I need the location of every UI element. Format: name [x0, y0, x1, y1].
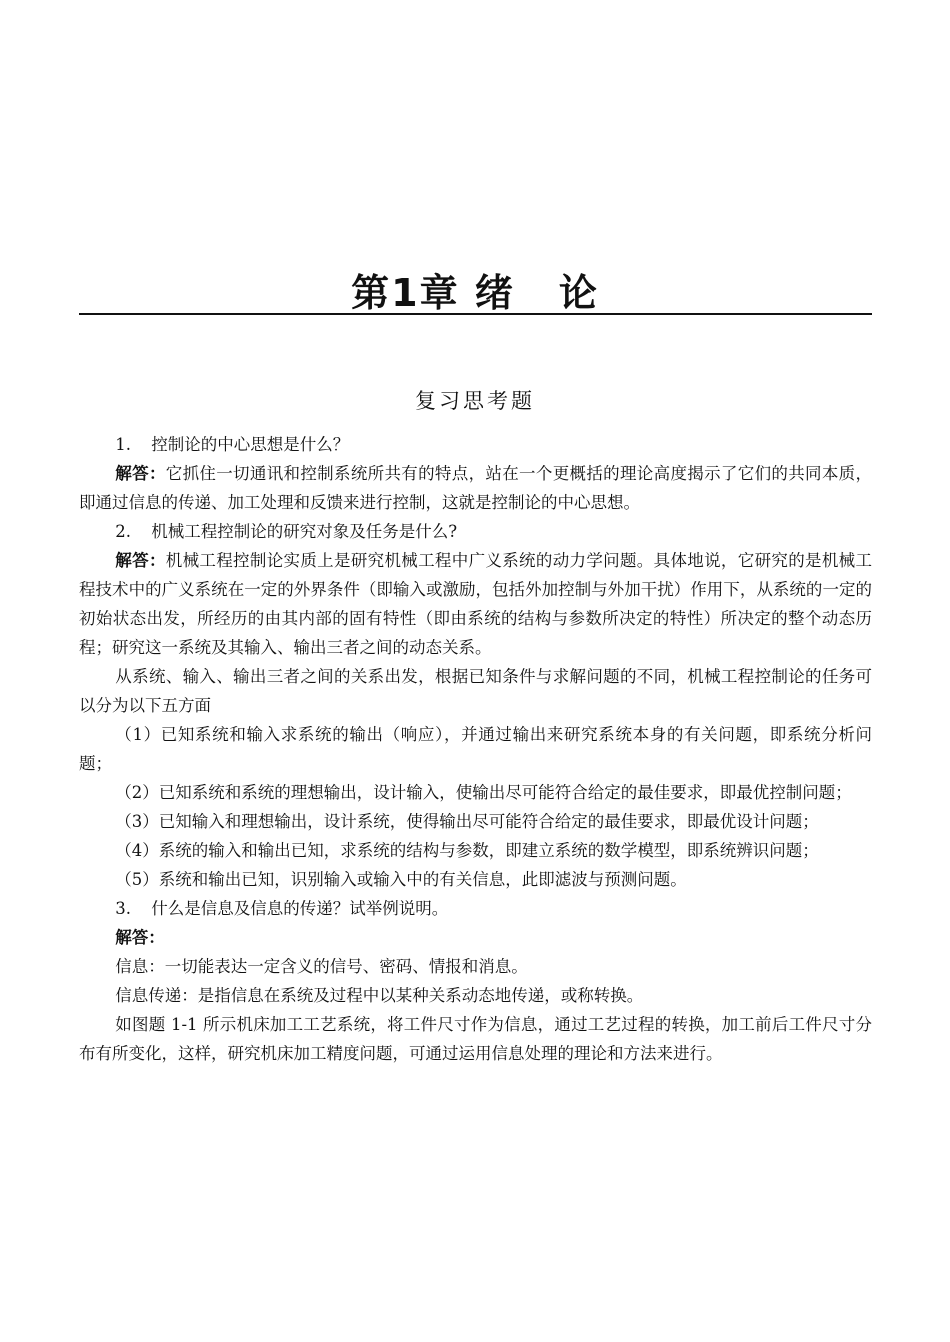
question-text: 什么是信息及信息的传递？试举例说明。	[151, 899, 449, 918]
question-2	[79, 517, 872, 546]
question-3	[79, 894, 872, 923]
answer-1	[79, 459, 872, 517]
task-item-2: （2）已知系统和系统的理想输出，设计输入，使输出尽可能符合给定的最佳要求，即最优控制问题；	[115, 783, 852, 802]
task-item-1: （1）已知系统和输入求系统的输出（响应），并通过输出来研究系统本身的有关问题，即系统分析问题；	[79, 725, 872, 773]
document-body	[79, 430, 872, 1068]
answer-label: 解答：	[115, 928, 165, 947]
answer-3-info: 信息：一切能表达一定含义的信号、密码、情报和消息。	[115, 957, 528, 976]
question-1	[79, 430, 872, 459]
answer-text: 它抓住一切通讯和控制系统所共有的特点，站在一个更概括的理论高度揭示了它们的共同本质，即通过信息的传递、加工处理和反馈来进行控制，这就是控制论的中心思想。	[79, 464, 873, 512]
answer-2	[79, 546, 872, 662]
task-item-3: （3）已知输入和理想输出，设计系统，使得输出尽可能符合给定的最佳要求，即最优设计问题；	[115, 812, 819, 831]
task-item-4: （4）系统的输入和输出已知，求系统的结构与参数，即建立系统的数学模型，即系统辨识问题；	[115, 841, 819, 860]
answer-label: 解答：	[115, 551, 166, 570]
task-item-5: （5）系统和输出已知，识别输入或输入中的有关信息，此即滤波与预测问题。	[115, 870, 687, 889]
answer-3-transfer: 信息传递：是指信息在系统及过程中以某种关系动态地传递，或称转换。	[115, 986, 644, 1005]
answer-2-intro: 从系统、输入、输出三者之间的关系出发，根据已知条件与求解问题的不同，机械工程控制论的任务可以分为以下五方面	[79, 667, 872, 715]
answer-3-example: 如图题 1-1 所示机床加工工艺系统，将工件尺寸作为信息，通过工艺过程的转换，加工前后工件尺寸分布有所变化，这样，研究机床加工精度问题，可通过运用信息处理的理论和方法来进行。	[79, 1015, 872, 1063]
answer-3-label	[79, 923, 872, 952]
chapter-title-part-1: 绪	[474, 271, 515, 315]
question-number: 3.	[115, 899, 132, 918]
chapter-title-part-2: 论	[558, 271, 599, 315]
question-number: 2.	[115, 522, 132, 541]
chapter-title	[0, 262, 950, 317]
question-text: 控制论的中心思想是什么？	[151, 435, 350, 454]
question-number: 1.	[115, 435, 132, 454]
answer-label: 解答：	[115, 464, 166, 483]
section-title: 复习思考题	[415, 389, 535, 413]
answer-text: 机械工程控制论实质上是研究机械工程中广义系统的动力学问题。具体地说，它研究的是机械工程技术中的广义系统在一定的外界条件（即输入或激励，包括外加控制与外加干扰）作用下，从系统的一定的初始状态出发，所经历的由其内部的固有特性（即由系统的结构与参数所决定的特性）所决定的整个动态历程；研究这一系统及其输入、输出三者之间的动态关系。	[79, 551, 873, 657]
question-text: 机械工程控制论的研究对象及任务是什么?	[151, 522, 458, 541]
title-divider	[79, 313, 872, 315]
chapter-number: 第1章	[351, 271, 460, 315]
